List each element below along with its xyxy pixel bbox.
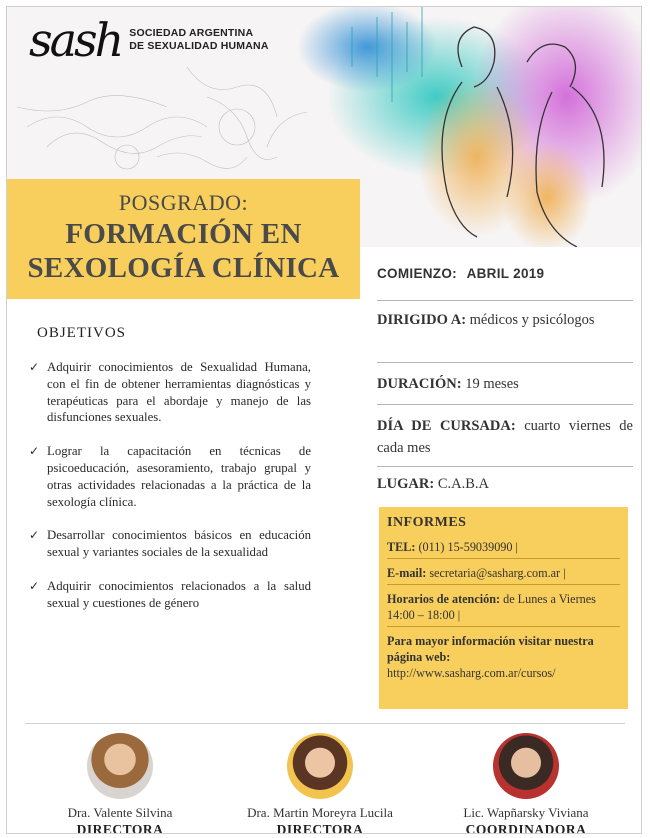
tel-label: TEL: [387, 540, 416, 554]
info-lugar [377, 467, 633, 505]
person-role: DIRECTORA [76, 822, 164, 834]
objetivo-text: Desarrollar conocimientos básicos en educación sexual y variantes sociales de la sexualidad [47, 528, 311, 560]
org-name-line2: DE SEXUALIDAD HUMANA [129, 40, 269, 52]
informes-box [379, 507, 628, 709]
divider [25, 723, 625, 724]
dirigido-value: médicos y psicólogos [469, 312, 595, 328]
title-line-sexologia: SEXOLOGÍA CLÍNICA [27, 252, 340, 284]
lugar-value: C.A.B.A [437, 476, 489, 492]
objetivo-item [29, 578, 311, 612]
horarios-value: de Lunes a Viernes 14:00 – 18:00 | [387, 592, 596, 622]
duracion-label: DURACIÓN: [377, 376, 462, 392]
dia-label: DÍA DE CURSADA: [377, 418, 516, 434]
checkmark-icon: ✓ [29, 578, 40, 593]
checkmark-icon: ✓ [29, 528, 40, 543]
avatar [87, 733, 153, 799]
info-duracion [377, 363, 633, 405]
horarios-label: Horarios de atención: [387, 592, 501, 606]
info-comienzo [377, 259, 633, 301]
person-name: Dra. Valente Silvina [67, 805, 173, 820]
lugar-label: LUGAR: [377, 476, 435, 492]
person-name: Dra. Martin Moreyra Lucila [247, 805, 393, 820]
informes-web [387, 633, 620, 681]
objetivo-item [29, 527, 311, 561]
dia-value: cuarto viernes de cada mes [377, 418, 633, 456]
org-name-line1: SOCIEDAD ARGENTINA [129, 27, 254, 39]
comienzo-value: ABRIL 2019 [466, 266, 545, 281]
person-role: DIRECTORA [276, 822, 364, 834]
info-dia-cursada [377, 405, 633, 467]
avatar [287, 733, 353, 799]
web-link[interactable]: http://www.sasharg.com.ar/cursos/ [387, 666, 556, 680]
duracion-value: 19 meses [465, 376, 519, 392]
course-title-box [7, 179, 360, 299]
info-dirigido [377, 301, 633, 363]
web-label: Para mayor información visitar nuestra página web: [387, 634, 594, 664]
dirigido-label: DIRIGIDO A: [377, 312, 467, 328]
objetivos-list [29, 359, 311, 629]
email-value[interactable]: secretaria@sasharg.com.ar | [429, 566, 566, 580]
informes-tel [387, 539, 620, 559]
informes-heading: INFORMES [387, 515, 467, 530]
objetivos-heading: OBJETIVOS [37, 325, 127, 341]
email-label: E-mail: [387, 566, 427, 580]
informes-email [387, 565, 620, 585]
person-role: COORDINADORA [465, 822, 587, 834]
objetivo-text: Lograr la capacitación en técnicas de psicoeducación, asesoramiento, trabajo grupal y otras actividades relacionadas a la práctica de la sexología clínica. [47, 444, 311, 509]
logo-mark: sash [29, 13, 122, 67]
objetivo-text: Adquirir conocimientos de Sexualidad Humana, con el fin de obtener herramientas diagnósticas y terapéuticas para el abordaje y manejo de las disfunciones sexuales. [47, 360, 311, 425]
comienzo-label: COMIENZO: [377, 266, 457, 281]
sash-logo [29, 13, 269, 67]
title-posgrado: POSGRADO: [118, 190, 249, 215]
flyer [6, 6, 642, 834]
course-info-column [377, 259, 633, 505]
informes-horarios [387, 591, 620, 627]
person-card [25, 733, 215, 834]
checkmark-icon: ✓ [29, 444, 40, 459]
objetivo-text: Adquirir conocimientos relacionados a la salud sexual y cuestiones de género [47, 578, 311, 610]
logo-org-name [129, 27, 268, 53]
person-name: Lic. Wapñarsky Viviana [463, 805, 589, 820]
tel-value[interactable]: (011) 15-59039090 | [418, 540, 518, 554]
objetivo-item [29, 443, 311, 510]
title-line-formacion: FORMACIÓN EN [65, 218, 302, 250]
objetivo-item [29, 359, 311, 426]
avatar [493, 733, 559, 799]
person-card [431, 733, 621, 834]
checkmark-icon: ✓ [29, 360, 40, 374]
person-card [225, 733, 415, 834]
